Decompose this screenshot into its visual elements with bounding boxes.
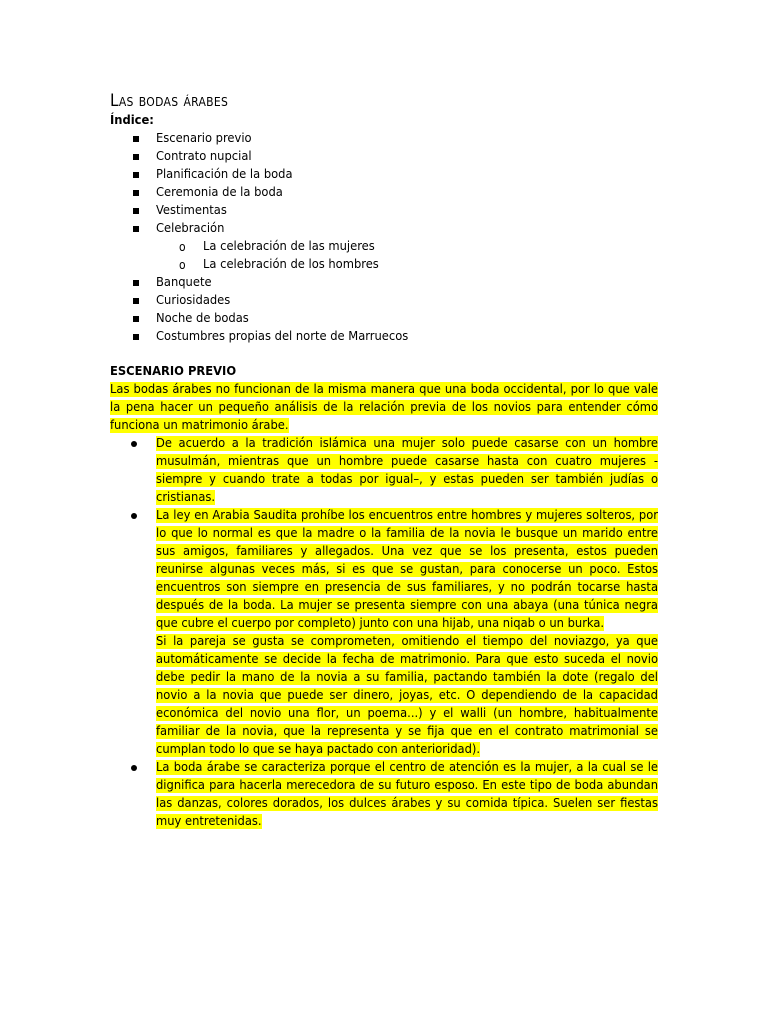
index-item: Ceremonia de la boda (110, 184, 658, 202)
square-bullet-icon (133, 190, 139, 196)
round-bullet-icon (131, 441, 137, 447)
index-item: Vestimentas (110, 202, 658, 220)
index-subitem: o La celebración de los hombres (179, 257, 379, 272)
bullet-item (110, 435, 658, 507)
square-bullet-icon (133, 298, 139, 304)
index-list-continued (110, 274, 658, 346)
index-item: Banquete (110, 274, 658, 292)
index-item: Noche de bodas (110, 310, 658, 328)
section-heading: ESCENARIO PREVIO (110, 364, 237, 379)
section-bullets (110, 435, 658, 831)
index-item: Contrato nupcial (110, 148, 658, 166)
circle-bullet-icon: o (179, 258, 186, 272)
index-item: Curiosidades (110, 292, 658, 310)
index-item: Costumbres propias del norte de Marruecos (110, 328, 658, 346)
bullet-paragraph: Si la pareja se gusta se comprometen, omitiendo el tiempo del noviazgo, ya que automáticamente se decide la fecha de matrimonio. Para que esto suceda el novio debe pedir la mano de la novia a su familia, pactando también la dote (regalo del novio a la novia que puede ser dinero, joyas, etc. O dependiendo de la capacidad económica del novio una flor, un poema...) y el walli (un hombre, habitualmente familiar de la novia, que la representa y se fija que en el contrato matrimonial se cumplan todo lo que se haya pactado con anterioridad). (156, 634, 658, 757)
square-bullet-icon (133, 334, 139, 340)
index-item: Escenario previo (110, 130, 658, 148)
square-bullet-icon (133, 172, 139, 178)
bullet-paragraph: La ley en Arabia Saudita prohíbe los encuentros entre hombres y mujeres solteros, por lo que lo normal es que la madre o la familia de la novia le busque un marido entre sus amigos, familiares y allegados. Una vez que se los presenta, estos pueden reunirse algunas veces más, si es que se gustan, para conocerse un poco. Estos encuentros son siempre en presencia de sus familiares, y no podrán tocarse hasta después de la boda. La mujer se presenta siempre con una abaya (una túnica negra que cubre el cuerpo por completo) junto con una hijab, una niqab o un burka. (156, 508, 658, 631)
bullet-paragraph: De acuerdo a la tradición islámica una mujer solo puede casarse con un hombre musulmán, mientras que un hombre puede casarse hasta con cuatro mujeres -siempre y cuando trate a todas por igual–, y estas pueden ser también judías o cristianas. (156, 436, 658, 505)
index-sublist (110, 238, 658, 274)
square-bullet-icon (133, 154, 139, 160)
square-bullet-icon (133, 226, 139, 232)
square-bullet-icon (133, 208, 139, 214)
square-bullet-icon (133, 316, 139, 322)
bullet-item (110, 759, 658, 831)
bullet-paragraph: La boda árabe se caracteriza porque el centro de atención es la mujer, a la cual se le dignifica para hacerla merecedora de su futuro esposo. En este tipo de boda abundan las danzas, colores dorados, los dulces árabes y su comida típica. Suelen ser fiestas muy entretenidas. (156, 760, 658, 829)
section-intro: Las bodas árabes no funcionan de la misma manera que una boda occidental, por lo que vale la pena hacer un pequeño análisis de la relación previa de los novios para entender cómo funciona un matrimonio árabe. (110, 382, 658, 433)
square-bullet-icon (133, 280, 139, 286)
index-subitem: o La celebración de las mujeres (179, 239, 375, 254)
document-title: Las bodas árabes (110, 91, 229, 111)
index-item: Planificación de la boda (110, 166, 658, 184)
index-item: Celebración (110, 220, 658, 238)
square-bullet-icon (133, 136, 139, 142)
index-label: Índice: (110, 113, 154, 128)
round-bullet-icon (131, 765, 137, 771)
bullet-item (110, 507, 658, 759)
round-bullet-icon (131, 513, 137, 519)
circle-bullet-icon: o (179, 240, 186, 254)
index-list (110, 130, 658, 238)
